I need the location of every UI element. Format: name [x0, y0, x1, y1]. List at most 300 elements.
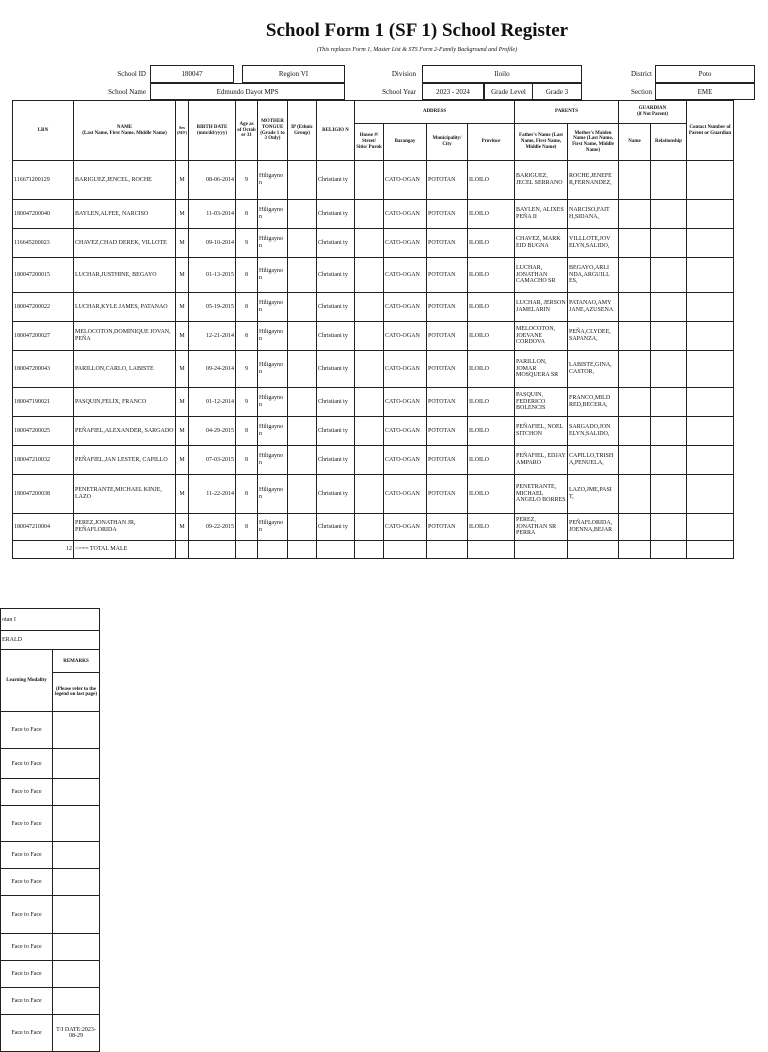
student-guardian-name — [619, 514, 651, 541]
student-lrn: 116671200129 — [13, 161, 74, 200]
student-province: ILOILO — [468, 161, 515, 200]
school-id-label: School ID — [117, 70, 146, 78]
student-relationship — [651, 475, 687, 514]
student-religion: Christiani ty — [317, 514, 355, 541]
table-row — [13, 417, 734, 446]
student-mother-tongue: Hiligayno n — [258, 514, 288, 541]
student-house — [355, 293, 384, 322]
student-province: ILOILO — [468, 258, 515, 293]
student-house — [355, 200, 384, 229]
student-name: PEÑAFIEL,ALEXANDER, SARGADO — [74, 417, 176, 446]
student-mother: LABISTE,GINA, CASTOR, — [568, 351, 619, 388]
student-religion: Christiani ty — [317, 475, 355, 514]
student-lrn: 180047200025 — [13, 417, 74, 446]
student-name: LUCHAR,KYLE JAMES, PATANAO — [74, 293, 176, 322]
student-lrn: 116645200023 — [13, 229, 74, 258]
side-remarks-table — [0, 608, 100, 1052]
remark — [53, 961, 100, 988]
student-house — [355, 161, 384, 200]
student-municipality: POTOTAN — [427, 351, 468, 388]
student-mother-tongue: Hiligayno n — [258, 446, 288, 475]
col-parents: PARENTS — [515, 101, 619, 124]
student-age: 8 — [236, 417, 258, 446]
student-barangay: CATO-OGAN — [384, 475, 427, 514]
student-religion: Christiani ty — [317, 293, 355, 322]
list-item — [1, 961, 100, 988]
student-municipality: POTOTAN — [427, 417, 468, 446]
col-age: Age as of Octob er 31 — [236, 101, 258, 161]
student-religion: Christiani ty — [317, 322, 355, 351]
student-relationship — [651, 446, 687, 475]
student-father: MELOCOTON, JOEVANE CORDOVA — [515, 322, 568, 351]
student-mother: ROCHE,JENEFE R,FERNANDEZ, — [568, 161, 619, 200]
student-birth-date: 08-06-2014 — [189, 161, 236, 200]
student-father: PARILLON, JOMAR MOSQUERA SR — [515, 351, 568, 388]
student-province: ILOILO — [468, 388, 515, 417]
student-house — [355, 229, 384, 258]
student-contact — [687, 351, 734, 388]
student-relationship — [651, 322, 687, 351]
list-item — [1, 779, 100, 806]
student-house — [355, 351, 384, 388]
student-guardian-name — [619, 351, 651, 388]
student-mother: PEÑA,CLYDEE, SAPANZA, — [568, 322, 619, 351]
student-name: PEREZ,JONATHAN JR, PEÑAFLORIDA — [74, 514, 176, 541]
col-remarks: REMARKS — [53, 650, 100, 673]
student-contact — [687, 388, 734, 417]
student-contact — [687, 229, 734, 258]
student-house — [355, 475, 384, 514]
table-row — [13, 351, 734, 388]
remark — [53, 712, 100, 749]
col-guardian-name: Name — [619, 124, 651, 161]
student-sex: M — [176, 161, 189, 200]
student-guardian-name — [619, 200, 651, 229]
learning-modality: Face to Face — [1, 806, 53, 842]
student-mother-tongue: Hiligayno n — [258, 229, 288, 258]
student-age: 9 — [236, 229, 258, 258]
list-item — [1, 934, 100, 961]
school-register-table — [12, 100, 734, 559]
student-province: ILOILO — [468, 322, 515, 351]
student-age: 8 — [236, 475, 258, 514]
student-mother: VILLLOTE,JOV ELYN,SALIDO, — [568, 229, 619, 258]
table-row — [13, 293, 734, 322]
student-mother: FRANCO,MILD RED,BECERA, — [568, 388, 619, 417]
col-sex: Sex (M/F) — [176, 101, 189, 161]
learning-modality: Face to Face — [1, 988, 53, 1015]
student-sex: M — [176, 351, 189, 388]
learning-modality: Face to Face — [1, 1015, 53, 1052]
student-birth-date: 11-22-2014 — [189, 475, 236, 514]
table-row — [13, 388, 734, 417]
student-relationship — [651, 229, 687, 258]
student-age: 9 — [236, 351, 258, 388]
student-birth-date: 12-21-2014 — [189, 322, 236, 351]
learning-modality: Face to Face — [1, 961, 53, 988]
table-row — [13, 514, 734, 541]
student-ip — [288, 514, 317, 541]
student-sex: M — [176, 322, 189, 351]
student-name: PEÑAFIEL,JAN LESTER, CAPILLO — [74, 446, 176, 475]
col-address: ADDRESS — [355, 101, 515, 124]
student-age: 8 — [236, 446, 258, 475]
student-house — [355, 258, 384, 293]
student-age: 8 — [236, 293, 258, 322]
side-header-line1: otan I — [1, 609, 100, 631]
student-mother: LAZO,JME,PASI T, — [568, 475, 619, 514]
student-mother: NARCISO,FAIT H,SIDANA, — [568, 200, 619, 229]
student-father: LUCHAR, JONATHAN CAMACHO SR — [515, 258, 568, 293]
student-birth-date: 01-12-2014 — [189, 388, 236, 417]
student-sex: M — [176, 514, 189, 541]
student-name: MELOCOTON,DOMINIQUE JOVAN, PEÑA — [74, 322, 176, 351]
student-municipality: POTOTAN — [427, 200, 468, 229]
student-religion: Christiani ty — [317, 351, 355, 388]
remark — [53, 896, 100, 934]
student-birth-date: 11-03-2014 — [189, 200, 236, 229]
learning-modality: Face to Face — [1, 842, 53, 869]
section-field: EME — [655, 83, 755, 100]
student-lrn: 180047200022 — [13, 293, 74, 322]
col-guardian — [619, 101, 687, 124]
col-ip: IP (Ethnic Group) — [288, 101, 317, 161]
student-age: 8 — [236, 322, 258, 351]
student-mother-tongue: Hiligayno n — [258, 161, 288, 200]
student-barangay: CATO-OGAN — [384, 229, 427, 258]
student-religion: Christiani ty — [317, 258, 355, 293]
learning-modality: Face to Face — [1, 896, 53, 934]
student-age: 9 — [236, 161, 258, 200]
remark — [53, 869, 100, 896]
student-relationship — [651, 293, 687, 322]
student-relationship — [651, 161, 687, 200]
col-name — [74, 101, 176, 161]
list-item — [1, 712, 100, 749]
student-ip — [288, 293, 317, 322]
remark — [53, 988, 100, 1015]
student-guardian-name — [619, 417, 651, 446]
student-mother: PATANAO,AMY JANE,AZUSENA — [568, 293, 619, 322]
student-father: LUCHAR, JERSON JAMELARIN — [515, 293, 568, 322]
student-father: BAYLEN, ALIXES PEÑA II — [515, 200, 568, 229]
student-birth-date: 05-19-2015 — [189, 293, 236, 322]
student-birth-date: 04-29-2015 — [189, 417, 236, 446]
col-contact: Contact Number of Parent or Guardian — [687, 101, 734, 161]
division-label: Division — [391, 70, 416, 78]
student-municipality: POTOTAN — [427, 388, 468, 417]
table-row — [13, 446, 734, 475]
col-guardian-title: GUARDIAN — [638, 106, 667, 112]
student-mother-tongue: Hiligayno n — [258, 258, 288, 293]
student-guardian-name — [619, 293, 651, 322]
list-item — [1, 749, 100, 779]
student-contact — [687, 446, 734, 475]
student-contact — [687, 514, 734, 541]
student-name: BARIGUEZ,JENCEL, ROCHE — [74, 161, 176, 200]
student-ip — [288, 446, 317, 475]
student-house — [355, 446, 384, 475]
student-lrn: 180047190021 — [13, 388, 74, 417]
col-father: Father's Name (Last Name, First Name, Middle Name) — [515, 124, 568, 161]
list-item — [1, 869, 100, 896]
student-religion: Christiani ty — [317, 417, 355, 446]
list-item — [1, 842, 100, 869]
col-birth-sub: (mm/dd/yyyy) — [197, 130, 227, 136]
table-row — [13, 229, 734, 258]
remark: T/I DATE:2023-08-29 — [53, 1015, 100, 1052]
student-mother-tongue: Hiligayno n — [258, 475, 288, 514]
student-mother: BEGAYO,ARLI NDA,ARGUILL ES, — [568, 258, 619, 293]
school-name-label: School Name — [108, 88, 146, 96]
student-guardian-name — [619, 229, 651, 258]
student-contact — [687, 161, 734, 200]
student-contact — [687, 293, 734, 322]
list-item — [1, 1015, 100, 1052]
district-label: District — [631, 70, 652, 78]
student-mother-tongue: Hiligayno n — [258, 322, 288, 351]
student-sex: M — [176, 258, 189, 293]
student-barangay: CATO-OGAN — [384, 200, 427, 229]
student-religion: Christiani ty — [317, 229, 355, 258]
student-relationship — [651, 417, 687, 446]
student-municipality: POTOTAN — [427, 322, 468, 351]
student-municipality: POTOTAN — [427, 446, 468, 475]
student-ip — [288, 475, 317, 514]
col-learning-modality: Learning Modality — [1, 650, 53, 712]
col-lrn: LRN — [13, 101, 74, 161]
student-province: ILOILO — [468, 514, 515, 541]
remark — [53, 749, 100, 779]
student-province: ILOILO — [468, 475, 515, 514]
student-province: ILOILO — [468, 200, 515, 229]
total-label: <=== TOTAL MALE — [74, 541, 176, 559]
student-relationship — [651, 200, 687, 229]
student-sex: M — [176, 446, 189, 475]
student-father: PEÑAFIEL, EDJAY AMPARO — [515, 446, 568, 475]
student-guardian-name — [619, 258, 651, 293]
student-contact — [687, 322, 734, 351]
student-province: ILOILO — [468, 293, 515, 322]
list-item — [1, 896, 100, 934]
student-ip — [288, 322, 317, 351]
student-contact — [687, 200, 734, 229]
student-barangay: CATO-OGAN — [384, 258, 427, 293]
student-province: ILOILO — [468, 417, 515, 446]
col-mother-tongue: MOTHER TONGUE (Grade 1 to 3 Only) — [258, 101, 288, 161]
student-lrn: 180047200038 — [13, 475, 74, 514]
student-sex: M — [176, 229, 189, 258]
student-father: PENETRANTE, MICHAEL ANGELO BORRES — [515, 475, 568, 514]
table-row — [13, 161, 734, 200]
student-barangay: CATO-OGAN — [384, 351, 427, 388]
student-mother: CAPILLO,TRISH A,PENUELA, — [568, 446, 619, 475]
student-religion: Christiani ty — [317, 388, 355, 417]
student-mother: SARGADO,JON ELYN,SALIDO, — [568, 417, 619, 446]
student-birth-date: 07-03-2015 — [189, 446, 236, 475]
student-name: PARILLON,CARLO, LABISTE — [74, 351, 176, 388]
student-relationship — [651, 388, 687, 417]
student-mother-tongue: Hiligayno n — [258, 293, 288, 322]
student-province: ILOILO — [468, 351, 515, 388]
student-house — [355, 322, 384, 351]
remark — [53, 842, 100, 869]
student-name: PASQUIN,FELIX, FRANCO — [74, 388, 176, 417]
student-father: CHAVEZ, MARK EID BUGNA — [515, 229, 568, 258]
col-birth-title: BIRTH DATE — [196, 124, 228, 130]
section-label: Section — [631, 88, 652, 96]
student-birth-date: 01-13-2015 — [189, 258, 236, 293]
student-age: 8 — [236, 514, 258, 541]
student-birth-date: 09-10-2014 — [189, 229, 236, 258]
school-year-label: School Year — [382, 88, 416, 96]
student-municipality: POTOTAN — [427, 229, 468, 258]
student-municipality: POTOTAN — [427, 475, 468, 514]
school-name-field: Edmundo Dayot MPS — [150, 83, 345, 100]
student-guardian-name — [619, 446, 651, 475]
table-row — [13, 322, 734, 351]
student-relationship — [651, 351, 687, 388]
list-item — [1, 806, 100, 842]
student-ip — [288, 351, 317, 388]
table-row — [13, 200, 734, 229]
col-religion: RELIGIO N — [317, 101, 355, 161]
student-name: CHAVEZ,CHAD DEREK, VILLOTE — [74, 229, 176, 258]
list-item — [1, 988, 100, 1015]
col-guardian-sub: (if Not Parent) — [636, 112, 668, 117]
student-lrn: 180047200015 — [13, 258, 74, 293]
learning-modality: Face to Face — [1, 712, 53, 749]
col-barangay: Barangay — [384, 124, 427, 161]
student-guardian-name — [619, 322, 651, 351]
student-name: PENETRANTE,MICHAEL KINJE, LAZO — [74, 475, 176, 514]
student-barangay: CATO-OGAN — [384, 322, 427, 351]
student-lrn: 180047200040 — [13, 200, 74, 229]
learning-modality: Face to Face — [1, 749, 53, 779]
student-mother-tongue: Hiligayno n — [258, 388, 288, 417]
student-contact — [687, 475, 734, 514]
learning-modality: Face to Face — [1, 869, 53, 896]
student-birth-date: 09-24-2014 — [189, 351, 236, 388]
student-mother: PEÑAFLORIDA, JOENNA,BEJAR — [568, 514, 619, 541]
student-relationship — [651, 514, 687, 541]
student-house — [355, 417, 384, 446]
student-father: BARIGUEZ, JECEL SERRANO — [515, 161, 568, 200]
student-lrn: 180047210032 — [13, 446, 74, 475]
student-religion: Christiani ty — [317, 161, 355, 200]
learning-modality: Face to Face — [1, 934, 53, 961]
form-subtitle: (This replaces Form 1, Master List & STS Form 2-Family Background and Profile) — [316, 47, 518, 53]
student-ip — [288, 161, 317, 200]
division-field: Iloilo — [422, 65, 582, 83]
col-province: Province — [468, 124, 515, 161]
student-age: 9 — [236, 388, 258, 417]
grade-level-label: Grade Level — [484, 83, 532, 100]
student-name: BAYLEN,ALFEE, NARCISO — [74, 200, 176, 229]
student-house — [355, 388, 384, 417]
student-contact — [687, 258, 734, 293]
student-mother-tongue: Hiligayno n — [258, 351, 288, 388]
grade-level-field: Grade 3 — [532, 83, 582, 100]
student-ip — [288, 388, 317, 417]
col-mother: Mother's Maiden Name (Last Name, First Name, Middle Name) — [568, 124, 619, 161]
student-father: PEÑAFIEL, NOEL SITCHON — [515, 417, 568, 446]
student-house — [355, 514, 384, 541]
student-ip — [288, 258, 317, 293]
student-name: LUCHAR,JUSTHINE, BEGAYO — [74, 258, 176, 293]
student-guardian-name — [619, 475, 651, 514]
learning-modality: Face to Face — [1, 779, 53, 806]
student-barangay: CATO-OGAN — [384, 161, 427, 200]
student-sex: M — [176, 388, 189, 417]
col-birth — [189, 101, 236, 161]
student-father: PASQUIN, FEDERICO BOLENCIS — [515, 388, 568, 417]
student-ip — [288, 229, 317, 258]
student-birth-date: 09-22-2015 — [189, 514, 236, 541]
school-year-field: 2023 - 2024 — [422, 83, 484, 100]
student-guardian-name — [619, 161, 651, 200]
col-name-sub: (Last Name, First Name, Middle Name) — [82, 130, 167, 136]
student-sex: M — [176, 475, 189, 514]
student-relationship — [651, 258, 687, 293]
student-municipality: POTOTAN — [427, 514, 468, 541]
student-age: 8 — [236, 258, 258, 293]
student-contact — [687, 417, 734, 446]
student-barangay: CATO-OGAN — [384, 293, 427, 322]
student-lrn: 180047200043 — [13, 351, 74, 388]
student-father: PEREZ, JONATHAN SR PERRA — [515, 514, 568, 541]
remark — [53, 806, 100, 842]
student-lrn: 180047210004 — [13, 514, 74, 541]
student-sex: M — [176, 417, 189, 446]
remark — [53, 934, 100, 961]
table-row — [13, 475, 734, 514]
student-ip — [288, 200, 317, 229]
student-province: ILOILO — [468, 446, 515, 475]
col-remarks-sub: (Please refer to the legend on last page) — [53, 673, 100, 712]
student-mother-tongue: Hiligayno n — [258, 200, 288, 229]
table-row — [13, 258, 734, 293]
student-sex: M — [176, 200, 189, 229]
form-title: School Form 1 (SF 1) School Register — [265, 20, 569, 41]
student-lrn: 180047200027 — [13, 322, 74, 351]
col-house: House #/ Street/ Sitio/ Purok — [355, 124, 384, 161]
school-id-field: 180047 — [150, 65, 234, 83]
col-relationship: Relationship — [651, 124, 687, 161]
student-municipality: POTOTAN — [427, 293, 468, 322]
student-province: ILOILO — [468, 229, 515, 258]
student-barangay: CATO-OGAN — [384, 514, 427, 541]
student-sex: M — [176, 293, 189, 322]
col-name-title: NAME — [116, 124, 133, 130]
student-age: 8 — [236, 200, 258, 229]
remark — [53, 779, 100, 806]
district-field: Poto — [655, 65, 755, 83]
student-barangay: CATO-OGAN — [384, 417, 427, 446]
student-guardian-name — [619, 388, 651, 417]
student-religion: Christiani ty — [317, 446, 355, 475]
student-barangay: CATO-OGAN — [384, 446, 427, 475]
student-religion: Christiani ty — [317, 200, 355, 229]
side-header-line2: ERALD — [1, 631, 100, 650]
student-municipality: POTOTAN — [427, 258, 468, 293]
student-barangay: CATO-OGAN — [384, 388, 427, 417]
student-municipality: POTOTAN — [427, 161, 468, 200]
total-count: 12 — [13, 541, 74, 559]
student-ip — [288, 417, 317, 446]
student-mother-tongue: Hiligayno n — [258, 417, 288, 446]
region-field: Region VI — [242, 65, 345, 83]
